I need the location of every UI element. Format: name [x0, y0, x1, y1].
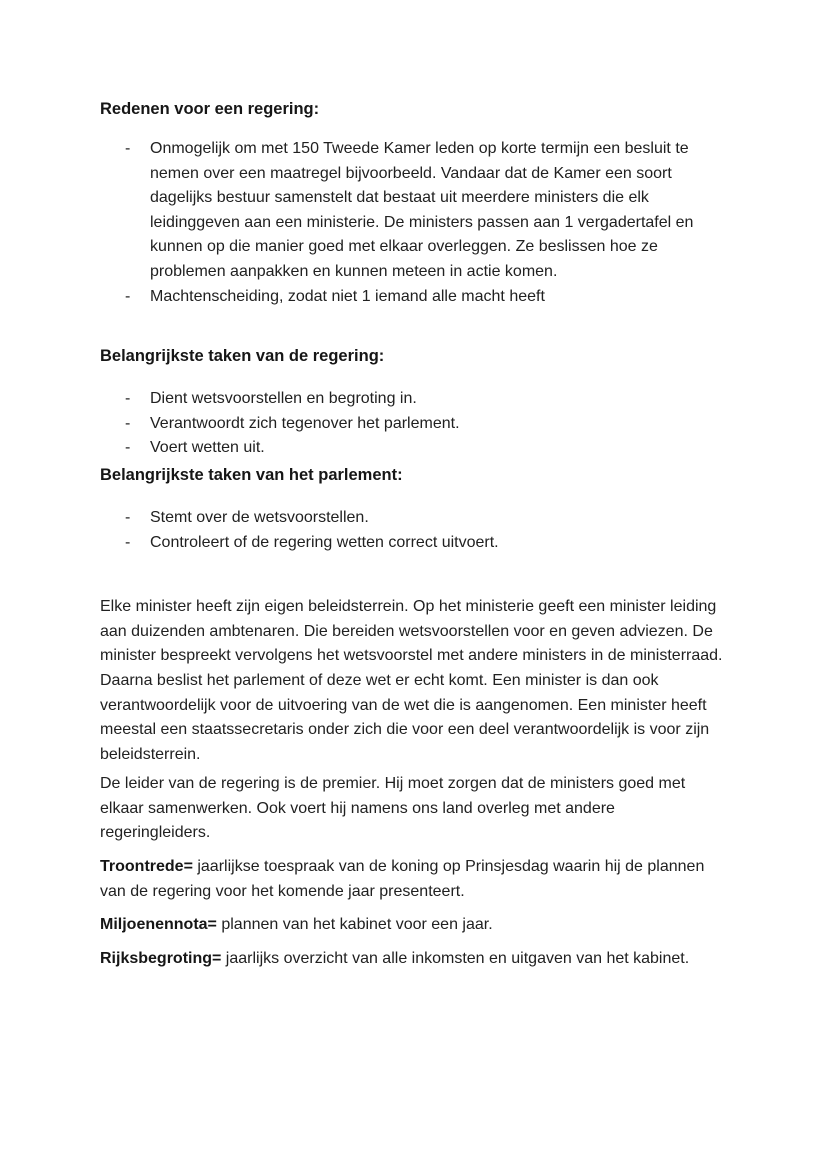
- bullet-dash: -: [125, 414, 131, 432]
- definition-term: Rijksbegroting=: [100, 949, 222, 967]
- list-item-text: Onmogelijk om met 150 Tweede Kamer leden op korte termijn een besluit te nemen over een maatregel bijvoorbeeld. Vandaar dat de Kamer een soort dagelijks bestuur samenstelt dat bestaat uit meerdere ministers die elk leidinggeven aan een ministerie. De ministers passen aan 1 vergadertafel en kunnen op die manier goed met elkaar overleggen. Ze beslissen hoe ze problemen aanpakken en kunnen meteen in actie komen.: [150, 140, 694, 280]
- definition-text: jaarlijks overzicht van alle inkomsten en uitgaven van het kabinet.: [221, 949, 690, 967]
- bullet-dash: -: [125, 439, 131, 457]
- definition-text: plannen van het kabinet voor een jaar.: [216, 916, 493, 934]
- list-item: [100, 412, 728, 437]
- paragraph-ministers: Elke minister heeft zijn eigen beleidsterrein. Op het ministerie geeft een minister leiding aan duizenden ambtenaren. Die bereiden wetsvoorstellen voor en geven adviezen. De minister bespreekt vervolgens het wetsvoorstel met andere ministers in de ministerraad. Daarna beslist het parlement of deze wet er echt komt. Een minister is dan ook verantwoordelijk voor de uitvoering van de wet die is aangenomen. Een minister heeft meestal een staatssecretaris onder zich die voor een deel verantwoordelijk is voor zijn beleidsterrein.: [100, 598, 723, 763]
- bullet-dash: -: [125, 533, 131, 551]
- list-item: [100, 387, 728, 412]
- bullet-dash: -: [125, 140, 131, 157]
- list-item: [100, 137, 728, 285]
- list-item-text: Verantwoordt zich tegenover het parlement.: [150, 414, 460, 432]
- list-item: [100, 506, 728, 531]
- bullet-dash: -: [125, 390, 131, 408]
- bullet-list-redenen: [100, 137, 728, 309]
- definition-troontrede: [100, 855, 728, 904]
- list-item-text: Controleert of de regering wetten correct uitvoert.: [150, 533, 499, 551]
- list-item-text: Stemt over de wetsvoorstellen.: [150, 508, 369, 526]
- section-heading-taken-regering: Belangrijkste taken van de regering:: [100, 347, 385, 366]
- bullet-list-taken-parlement: [100, 506, 728, 555]
- list-item-text: Dient wetsvoorstellen en begroting in.: [150, 390, 417, 408]
- bullet-list-taken-regering: [100, 387, 728, 461]
- definition-rijksbegroting: [100, 947, 728, 972]
- definition-miljoenennota: [100, 913, 728, 938]
- paragraph-premier: De leider van de regering is de premier. Hij moet zorgen dat de ministers goed met elkaar samenwerken. Ook voert hij namens ons land overleg met andere regeringleiders.: [100, 775, 686, 842]
- section-heading-taken-parlement: Belangrijkste taken van het parlement:: [100, 465, 403, 484]
- bullet-dash: -: [125, 287, 131, 305]
- definition-term: Miljoenennota=: [100, 916, 217, 934]
- bullet-dash: -: [125, 508, 131, 526]
- definition-text: jaarlijkse toespraak van de koning op Prinsjesdag waarin hij de plannen van de regering voor het komende jaar presenteert.: [100, 858, 705, 900]
- section-heading-redenen-voor-een-regering: Redenen voor een regering:: [100, 100, 320, 118]
- list-item-text: Voert wetten uit.: [150, 439, 265, 457]
- list-item: [100, 531, 728, 556]
- list-item-text: Machtenscheiding, zodat niet 1 iemand alle macht heeft: [150, 287, 545, 305]
- definition-term: Troontrede=: [100, 858, 193, 876]
- list-item: [100, 436, 728, 461]
- list-item: [100, 285, 728, 310]
